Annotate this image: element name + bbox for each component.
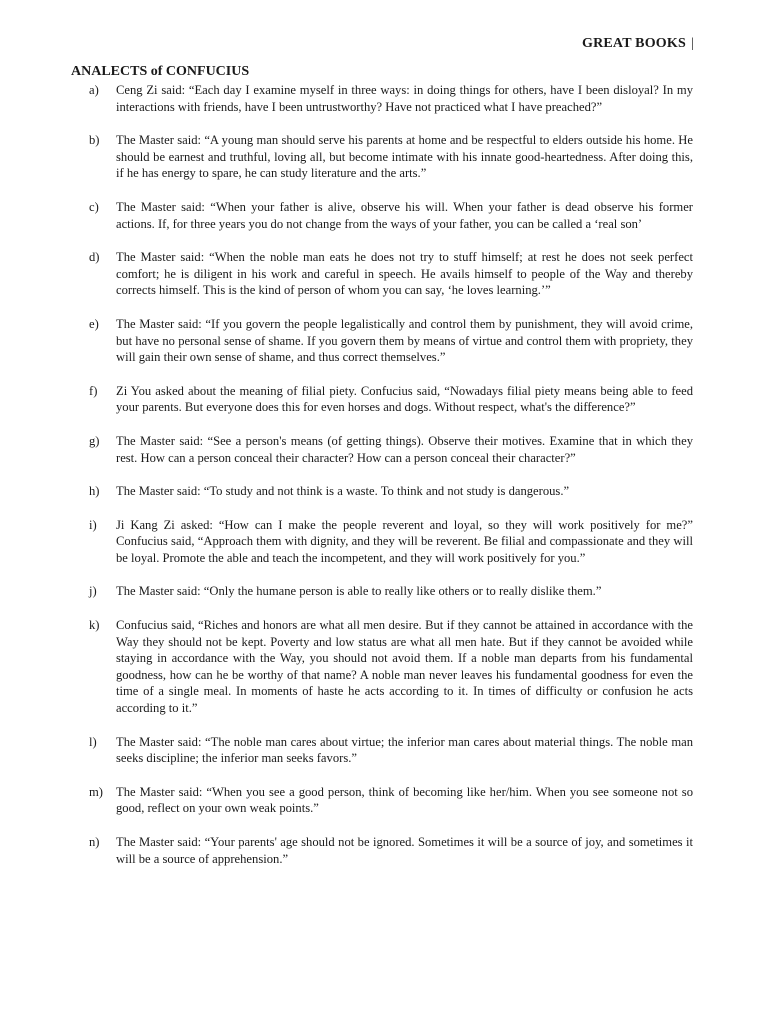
list-item-marker: j) <box>89 584 97 599</box>
list-item-text: The Master said: “The noble man cares about virtue; the inferior man cares about material things. The noble man seeks discipline; the inferior man seeks favors.” <box>116 734 693 766</box>
running-header-title: GREAT BOOKS <box>581 36 686 51</box>
list-item-marker: d) <box>89 250 100 265</box>
list-item-marker: f) <box>89 383 98 398</box>
list-item-text: The Master said: “Your parents' age should not be ignored. Sometimes it will be a source of joy, and sometimes it will be a source of apprehension.” <box>116 835 693 866</box>
list-item <box>89 82 693 115</box>
list-item-text: The Master said: “When the noble man eats he does not try to stuff himself; at rest he does not seek perfect comfort; he is diligent in his work and careful in speech. He avails himself to people of the Way and thereby corrects himself. This is the kind of person of whom you can say, ‘he loves learning.’” <box>116 250 693 298</box>
document-title: ANALECTS of CONFUCIUS <box>71 64 250 79</box>
list-item <box>89 517 693 567</box>
list-item <box>89 249 693 299</box>
list-item-marker: l) <box>89 734 97 749</box>
list-item-text: Zi You asked about the meaning of filial piety. Confucius said, “Nowadays filial piety means being able to feed your parents. But everyone does this for even horses and dogs. Without respect, what's the difference?” <box>116 383 693 415</box>
list-item <box>89 583 693 600</box>
list-item <box>89 316 693 366</box>
list-item-marker: a) <box>89 83 99 97</box>
list-item-marker: m) <box>89 784 103 799</box>
list-item <box>89 784 693 817</box>
list-item-marker: e) <box>89 316 99 331</box>
list-item-marker: i) <box>89 517 97 532</box>
list-item-text: The Master said: “When your father is alive, observe his will. When your father is dead observe his former actions. If, for three years you do not change from the ways of your father, you can be called a ‘real son’ <box>116 199 693 231</box>
list-item-text: Ji Kang Zi asked: “How can I make the people reverent and loyal, so they will work positively for me?” Confucius said, “Approach them with dignity, and they will be reverent. Be filial and compassionate and they will be loyal. Promote the able and teach the incompetent, and they will work positively for you.” <box>116 517 693 565</box>
list-item <box>89 199 693 232</box>
list-item-marker: g) <box>89 433 100 448</box>
list-item-marker: b) <box>89 133 100 148</box>
list-item-text: Confucius said, “Riches and honors are what all men desire. But if they cannot be attained in accordance with the Way they should not be kept. Poverty and low status are what all men hate. But if they cannot be avoided while staying in accordance with the Way, you should not avoid them. If a noble man departs from his fundamental goodness, how can he be worthy of that name? A noble man never leaves his fundamental goodness for even the time of a single meal. In moments of haste he acts according to it. In times of difficulty or confusion he acts according to it.” <box>116 618 693 716</box>
list-item-text: The Master said: “Only the humane person is able to really like others or to really dislike them.” <box>116 584 602 599</box>
list-item <box>89 483 693 500</box>
list-item-text: Ceng Zi said: “Each day I examine myself in three ways: in doing things for others, have I been disloyal? In my interactions with friends, have I been untrustworthy? Have not practiced what I have preached?” <box>116 83 693 114</box>
list-item-marker: h) <box>89 484 100 499</box>
list-item <box>89 383 693 416</box>
list-item-marker: k) <box>89 618 100 633</box>
list-item-text: The Master said: “See a person's means (of getting things). Observe their motives. Examine that in which they rest. How can a person conceal their character? How can a person conceal their character?” <box>116 433 693 465</box>
list-item-marker: n) <box>89 835 100 849</box>
running-header <box>582 36 694 52</box>
analects-list <box>89 82 693 884</box>
list-item <box>89 617 693 717</box>
list-item-text: The Master said: “If you govern the people legalistically and control them by punishment, they will avoid crime, but have no personal sense of shame. If you govern them by means of virtue and control them with propriety, they will gain their own sense of shame, and thus correct themselves.” <box>116 316 693 365</box>
list-item-text: The Master said: “When you see a good person, think of becoming like her/him. When you see someone not so good, reflect on your own weak points.” <box>116 784 693 816</box>
list-item-marker: c) <box>89 199 99 214</box>
list-item-text: The Master said: “To study and not think is a waste. To think and not study is dangerous.” <box>116 484 570 499</box>
list-item-text: The Master said: “A young man should serve his parents at home and be respectful to elders outside his home. He should be earnest and truthful, loving all, but become intimate with his innate good-heartedness. After doing this, if he has energy to spare, he can study literature and the arts.” <box>116 133 693 181</box>
list-item <box>89 433 693 466</box>
running-header-separator: | <box>690 36 694 51</box>
list-item <box>89 132 693 182</box>
list-item <box>89 834 693 867</box>
list-item <box>89 734 693 767</box>
